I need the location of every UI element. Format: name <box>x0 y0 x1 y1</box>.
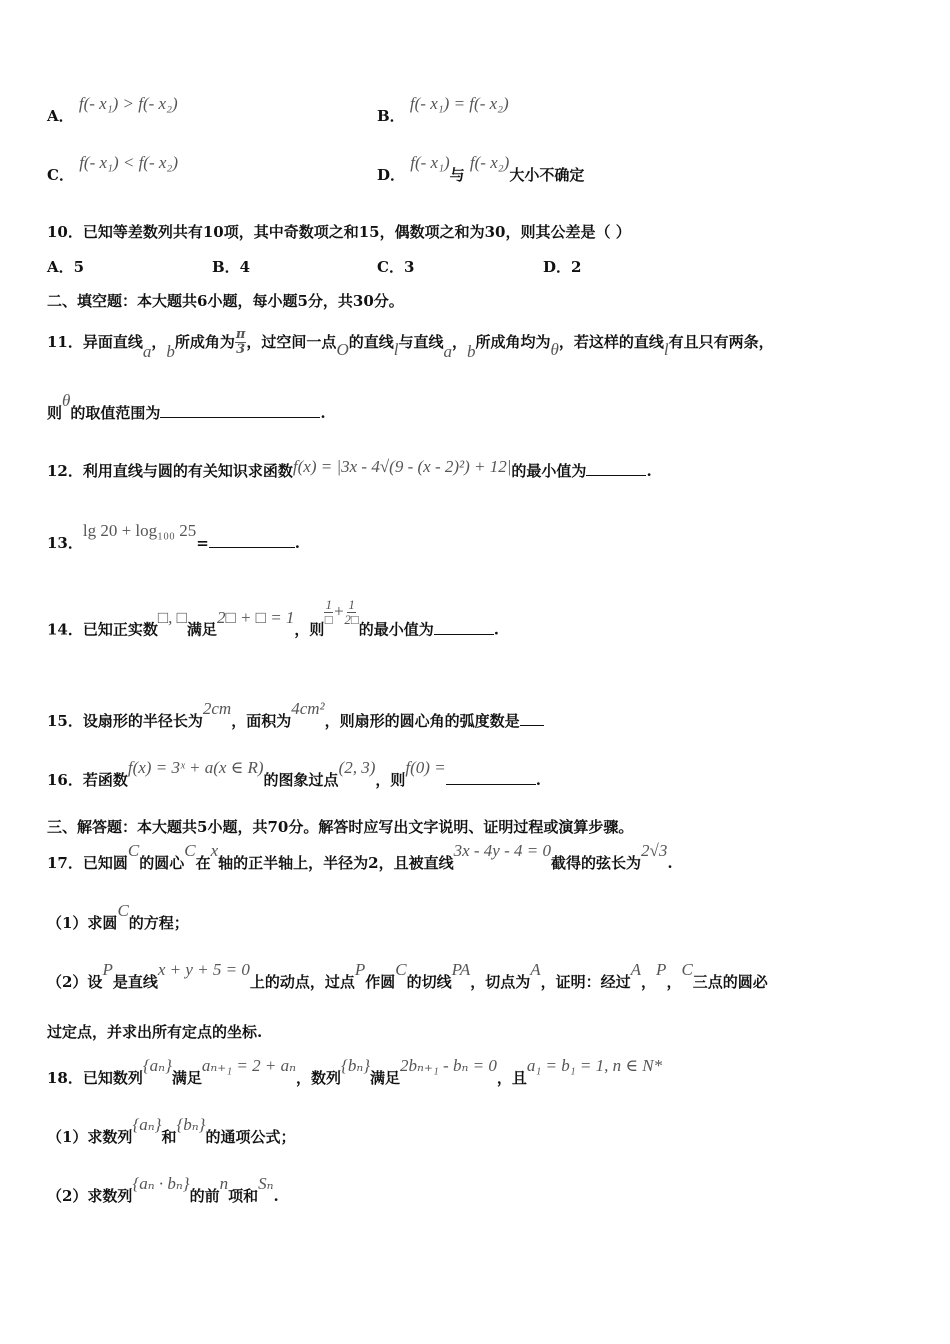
q12-answer-blank[interactable] <box>586 461 646 476</box>
q9-c-expr: f(- x₁) < f(- x₂) <box>79 153 178 172</box>
section-fill-in-title: 二、填空题：本大题共6小题，每小题5分，共30分。 <box>47 292 404 310</box>
q9-option-b: B． f(- x₁) = f(- x₂) <box>377 94 509 125</box>
q14-sum-expr: $\frac{1}{□}$ + $\frac{1}{2□}$ <box>324 597 359 628</box>
q10-option-a: A．5 <box>47 258 85 276</box>
q10-option-d: D．2 <box>543 258 582 276</box>
q10-option-b: B．4 <box>212 258 251 276</box>
q12-expr: f(x) = |3x - 4√(9 - (x - 2)²) + 12| <box>292 457 512 476</box>
q16-answer-blank[interactable] <box>446 770 536 785</box>
q15: 15．设扇形的半径长为2cm，面积为4cm²，则扇形的圆心角的弧度数是 <box>47 710 544 731</box>
q14: 14．已知正实数□, □满足2□ + □ = 1，则 $\frac{1}{□}$ + $\frac{1}{2□}$ 的最小值为 . <box>47 597 500 639</box>
q9-option-c: C． f(- x₁) < f(- x₂) <box>47 153 178 184</box>
q9-option-a: A． f(- x₁) > f(- x₂) <box>47 94 178 125</box>
q11-angle-fraction: $\frac{\pi}{3}$ <box>235 327 246 358</box>
q10-stem: 10．已知等差数列共有10项，其中奇数项之和15，偶数项之和为30，则其公差是（ ） <box>47 223 631 241</box>
q18-part1: （1）求数列{aₙ}和{bₙ}的通项公式； <box>47 1115 296 1146</box>
q11-line2: 则θ的取值范围为 . <box>47 391 326 422</box>
q9-option-d: D． f(- x₁)与 f(- x₂)大小不确定 <box>377 153 585 184</box>
q13-expr: lg 20 + log₁₀₀ 25 <box>82 521 197 540</box>
q14-answer-blank[interactable] <box>434 620 494 635</box>
q12: 12．利用直线与圆的有关知识求函数f(x) = |3x - 4√(9 - (x - 2)²) + 12|的最小值为 . <box>47 457 652 480</box>
q11-line1: 11．异面直线a，b所成角为 $\frac{\pi}{3}$ ，过空间一点O的直线l与直线a，b所成角均为θ，若这样的直线l有且只有两条， <box>47 327 774 361</box>
q9-d-expr1: f(- x₁) <box>410 153 450 172</box>
q9-a-expr: f(- x₁) > f(- x₂) <box>78 94 178 113</box>
q17-part2: （2）设P是直线x + y + 5 = 0上的动点，过点P作圆C的切线PA，切点为A，证明：经过A，P，C三点的圆必 <box>47 960 768 991</box>
q18-part2: （2）求数列{aₙ · bₙ}的前n项和Sₙ. <box>47 1174 279 1205</box>
q9-b-expr: f(- x₁) = f(- x₂) <box>409 94 509 113</box>
q15-answer-blank[interactable] <box>520 711 544 726</box>
q9-d-expr2: f(- x₂) <box>469 153 510 172</box>
q18-stem: 18．已知数列{aₙ}满足aₙ₊₁ = 2 + aₙ，数列{bₙ}满足2bₙ₊₁ - bₙ = 0，且a₁ = b₁ = 1, n ∈ N* <box>47 1056 663 1087</box>
section-solutions-title: 三、解答题：本大题共5小题，共70分。解答时应写出文字说明、证明过程或演算步骤。 <box>47 818 634 836</box>
q13: 13．lg 20 + log₁₀₀ 25= . <box>47 521 301 552</box>
q11-answer-blank[interactable] <box>160 403 320 418</box>
q17-part1: （1）求圆C的方程； <box>47 901 189 932</box>
q13-answer-blank[interactable] <box>209 533 295 548</box>
q17-part2-cont: 过定点，并求出所有定点的坐标. <box>47 1023 263 1041</box>
q10-option-c: C．3 <box>377 258 415 276</box>
q16: 16．若函数f(x) = 3ˣ + a(x ∈ R)的图象过点(2, 3)，则f(0) =. <box>47 758 541 789</box>
q17-stem: 17．已知圆C的圆心C在x轴的正半轴上，半径为2，且被直线3x - 4y - 4 = 0截得的弦长为2√3. <box>47 841 673 872</box>
